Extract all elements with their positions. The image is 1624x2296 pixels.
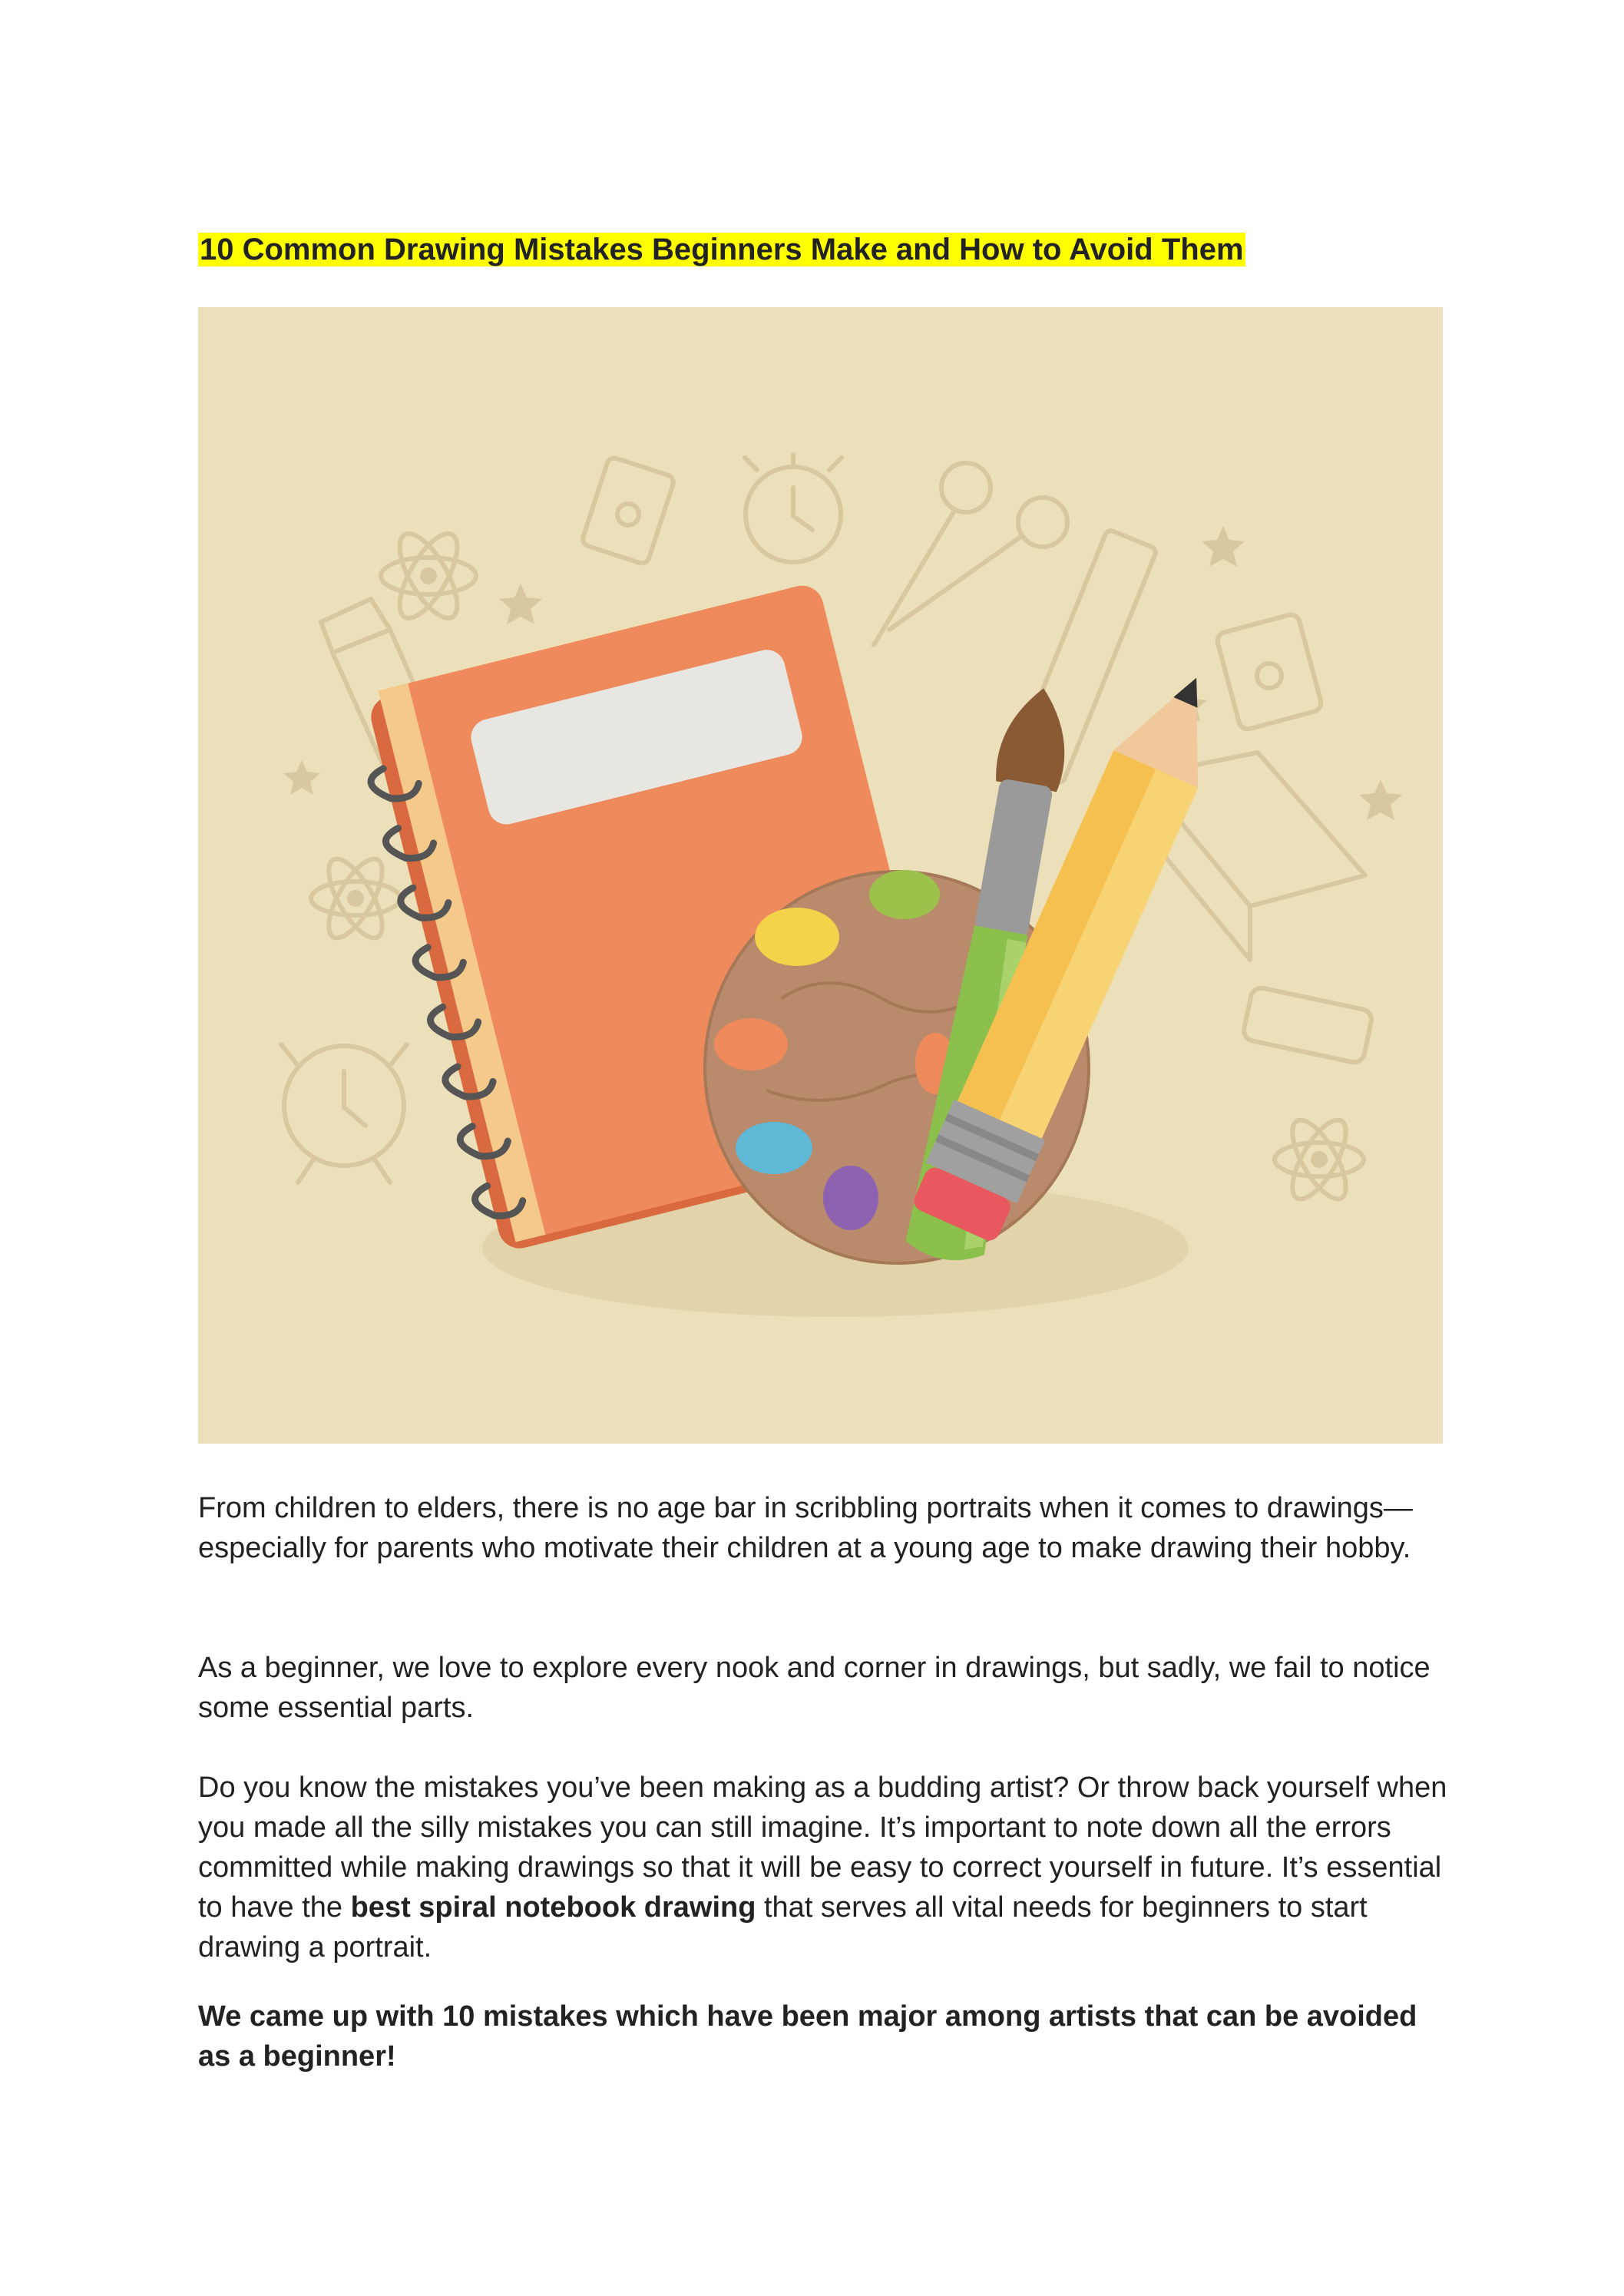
spiral-notebook-link[interactable]: best spiral notebook drawing	[350, 1891, 756, 1924]
beginner-paragraph: As a beginner, we love to explore every nook and corner in drawings, but sadly, we fail to notice some essential parts.	[198, 1652, 1431, 1724]
title-highlight: 10 Common Drawing Mistakes Beginners Make and How to Avoid Them	[200, 233, 1244, 266]
summary-paragraph: We came up with 10 mistakes which have been major among artists that can be avoided as a beginner!	[198, 2000, 1417, 2073]
intro-paragraph: From children to elders, there is no age bar in scribbling portraits when it comes to drawings—especially for parents who motivate their children at a young age to make drawing their hobby.	[198, 1492, 1413, 1564]
article-title	[198, 227, 1245, 272]
mistakes-paragraph-text-start: Do you know the mistakes you’ve been making as a budding artist? Or throw back yourself when you made all the silly mistakes you can still imagine. It’s important to note down all the errors committed while making drawings so that it will be easy to correct yourself in future. It’s essential to have the	[198, 1772, 1447, 1924]
hero-illustration	[198, 307, 1443, 1444]
mistakes-paragraph-text-end: that serves all vital needs for beginners to start drawing a portrait.	[198, 1891, 1368, 1964]
mistakes-paragraph	[198, 1768, 1457, 1967]
